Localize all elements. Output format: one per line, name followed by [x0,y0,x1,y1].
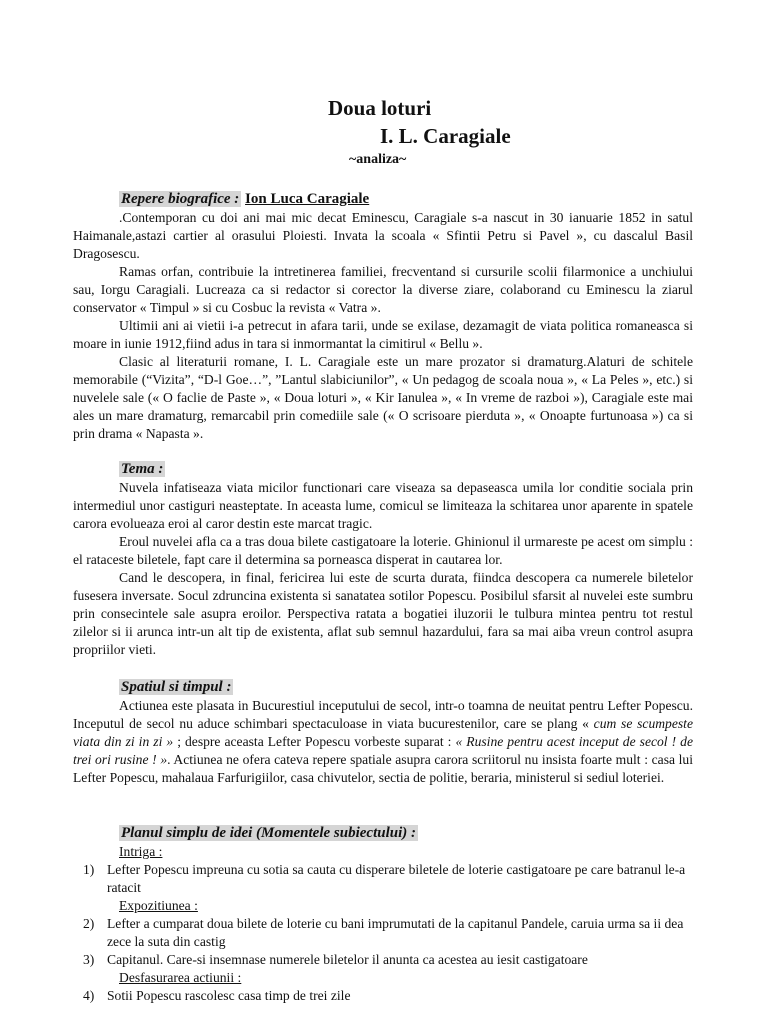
section-spatiul [73,678,693,787]
paragraph: Clasic al literaturii romane, I. L. Caragiale este un mare prozator si dramaturg.Alaturi de schitele memorabile (“Vizita”, “D-l Goe…”, ”Lantul slabiciunilor”, « Un pedagog de scoala noua », « La Peles », etc.) si nuvelele sale (« O faclie de Paste », « Doua loturi », « Kir Ianulea », « In vreme de razboi »), Caragiale este mai ales un mare dramaturg, remarcabil prin comediile sale (« O scrisoare pierduta », « Onoapte furtunoasa ») ca si prin drama « Napasta ». [73,354,693,441]
section-heading [119,190,693,208]
list-item [73,987,693,1005]
list-number: 2) [83,916,95,931]
list-text: Capitanul. Care-si insemnase numerele biletelor il anunta ca acestea au iesit castigatoare [107,952,588,967]
list-text: Lefter Popescu impreuna cu sotia sa cauta cu disperare biletele de loterie castigatoare pe care batranul le-a ratacit [107,862,686,895]
list-text: Lefter a cumparat doua bilete de loterie cu bani imprumutati de la capitanul Pandele, caruia urma sa ii dea zece la suta din castig [107,916,684,949]
list-item [73,951,693,969]
list-text: Sotii Popescu rascolesc casa timp de trei zile [107,988,351,1003]
heading-highlight: Spatiul si timpul : [121,679,232,695]
list-number: 3) [83,952,95,967]
heading-highlight: Tema : [121,461,164,477]
document-author: I. L. Caragiale [380,124,511,148]
list-item [73,861,693,897]
list-number: 4) [83,988,95,1003]
list-item [73,915,693,951]
quote: cum se scumpeste viata din zi in zi » [73,716,693,749]
paragraph [73,697,693,787]
heading-highlight: Planul simplu de idei (Momentele subiectului) : [121,825,417,841]
heading-name: Ion Luca Caragiale [245,191,370,207]
sublabel-expozitiunea: Expozitiunea : [119,898,198,913]
section-heading [119,460,693,478]
sublabel-intriga: Intriga : [119,844,163,859]
section-heading [119,678,693,696]
text-run: ; despre aceasta Lefter Popescu vorbeste suparat : [173,734,452,749]
section-planul [73,824,693,1005]
document-subtitle: ~analiza~ [349,152,407,167]
section-heading [119,824,693,842]
sublabel-desfasurarea: Desfasurarea actiunii : [119,970,242,985]
section-tema [73,460,693,659]
text-run: . Actiunea ne ofera cateva repere spatiale asupra carora scriitorul nu insista foarte mult : casa lui Lefter Popescu, mahalaua Farfurigiilor, casa chivutelor, sectia de politie, beraria, ministerul si sediul loteriei. [73,752,694,785]
list-number: 1) [83,862,95,877]
text-run: Actiunea este plasata in Bucurestiul inceputului de secol, intr-o toamna de neuitat pentru Lefter Popescu. Inceputul de secol nu aduce schimbari spectaculoase in viata bucurestenilor, care se plang « [73,698,693,731]
paragraph: Ultimii ani ai vietii i-a petrecut in afara tarii, unde se exilase, dezamagit de viata politica romaneasca si moare in iunie 1912,fiind adus in tara si inmormantat la cimitirul « Bellu ». [73,318,693,351]
paragraph: Eroul nuvelei afla ca a tras doua bilete castigatoare la loterie. Ghinionul il urmareste pe acest om simplu : el rataceste biletele, fapt care il determina sa porneasca disperat in cautarea lor. [73,534,693,567]
section-bio [73,190,693,443]
quote: « Rusine pentru acest inceput de secol ! de trei ori rusine ! » [73,734,693,767]
paragraph: .Contemporan cu doi ani mai mic decat Eminescu, Caragiale s-a nascut in 30 ianuarie 1852 in satul Haimanale,astazi cartier al orasului Ploiesti. Invata la scoala « Sfintii Petru si Pavel », cu dascalul Basil Dragosescu. [73,210,693,261]
document-title: Doua loturi [328,96,432,120]
paragraph: Cand le descopera, in final, fericirea lui este de scurta durata, fiindca descopera ca numerele biletelor fusesera inversate. Socul zdruncina existenta si sanatatea sotilor Popescu. Posibilul sfarsit al nuvelei este sumbru prin consecintele sale asupra eroilor. Perspectiva ratata a bogatiei iluzorii le tulbura mintea pentru tot restul zilelor si ii arunca intr-un alt tip de existenta, aflat sub semnul hazardului, fara sa mai aiba vreun control asupra propriilor vieti. [73,570,693,657]
heading-highlight: Repere biografice : [121,191,240,207]
paragraph: Nuvela infatiseaza viata micilor functionari care viseaza sa depaseasca umila lor conditie sociala prin intermediul unor castiguri neasteptate. In aceasta lume, comicul se limiteaza la schitarea unor aparente in spatele carora evolueaza eroi al caror destin este marcat tragic. [73,480,693,531]
paragraph: Ramas orfan, contribuie la intretinerea familiei, frecventand si cursurile scolii filarmonice a unchiului sau, Iorgu Caragiali. Lucreaza ca si redactor si corector la diverse ziare, colaborand cu Eminescu la ziarul conservator « Timpul » si cu Cosbuc la revista « Vatra ». [73,264,693,315]
